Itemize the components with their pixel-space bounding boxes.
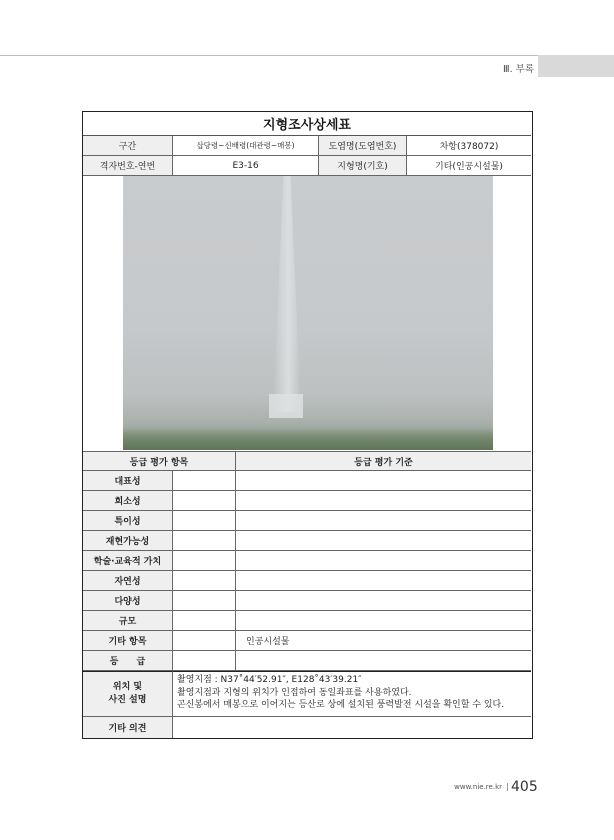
eval-label: 대표성 [83, 471, 173, 491]
eval-criteria [236, 471, 531, 491]
eval-criteria [236, 511, 531, 531]
eval-criteria [236, 551, 531, 571]
location-line2: 촬영지점과 지형의 위치가 인접하여 동일좌표를 사용하였다. [177, 687, 412, 698]
section-tab [538, 55, 614, 77]
photo-area [83, 176, 531, 452]
label-type: 지형명(기호) [319, 156, 407, 176]
eval-criteria-header: 등급 평가 기준 [236, 452, 531, 471]
eval-label: 등 급 [83, 651, 173, 671]
eval-grade [173, 491, 236, 511]
eval-grade [173, 511, 236, 531]
eval-criteria [236, 611, 531, 631]
opinion-value [173, 717, 531, 738]
eval-criteria [236, 491, 531, 511]
eval-label: 학술·교육적 가치 [83, 551, 173, 571]
eval-items-header: 등급 평가 항목 [83, 452, 236, 471]
eval-grade [173, 471, 236, 491]
eval-criteria: 인공시설물 [236, 631, 531, 651]
footer-separator [507, 783, 508, 791]
location-label-line2: 사진 설명 [108, 695, 147, 705]
map-value: 차항(378072) [407, 136, 531, 156]
location-label-line1: 위치 및 [112, 682, 143, 692]
eval-grade [173, 591, 236, 611]
eval-grade [173, 571, 236, 591]
location-line3: 곤신봉에서 매봉으로 이어지는 등산로 상에 설치된 풍력발전 시설을 확인할 수 있다. [177, 700, 505, 710]
type-value: 기타(인공시설물) [407, 156, 531, 176]
label-map: 도엽명(도엽번호) [319, 136, 407, 156]
wind-turbine-base [269, 394, 303, 418]
eval-label: 기타 항목 [83, 631, 173, 651]
eval-grade [173, 651, 236, 671]
location-line1: 촬영지점 : N37˚44′52.91″, E128˚43′39.21″ [177, 675, 362, 685]
survey-sheet [82, 111, 533, 739]
section-label: Ⅲ. 부록 [503, 64, 534, 75]
eval-criteria [236, 571, 531, 591]
header-rule [0, 55, 614, 56]
section-value: 삽당령~신배령(대관령~매봉) [173, 136, 319, 156]
eval-label: 희소성 [83, 491, 173, 511]
sheet-title: 지형조사상세표 [83, 112, 531, 136]
opinion-label: 기타 의견 [83, 717, 173, 738]
eval-label: 재현가능성 [83, 531, 173, 551]
eval-grade [173, 551, 236, 571]
ground-grass [123, 428, 493, 450]
eval-label: 자연성 [83, 571, 173, 591]
grid-value: E3-16 [173, 156, 319, 176]
eval-grade [173, 611, 236, 631]
eval-label: 특이성 [83, 511, 173, 531]
eval-criteria [236, 531, 531, 551]
eval-criteria [236, 651, 531, 671]
footer-url: www.nie.re.kr [454, 783, 502, 791]
eval-grade [173, 531, 236, 551]
label-section: 구간 [83, 136, 173, 156]
eval-label: 규모 [83, 611, 173, 631]
location-description [173, 671, 531, 717]
wind-turbine-photo [123, 176, 493, 450]
page-number: 405 [511, 779, 538, 795]
location-label [83, 671, 173, 717]
wind-turbine-tower [273, 176, 301, 412]
label-grid: 격자번호-연번 [83, 156, 173, 176]
eval-criteria [236, 591, 531, 611]
eval-grade [173, 631, 236, 651]
eval-label: 다양성 [83, 591, 173, 611]
